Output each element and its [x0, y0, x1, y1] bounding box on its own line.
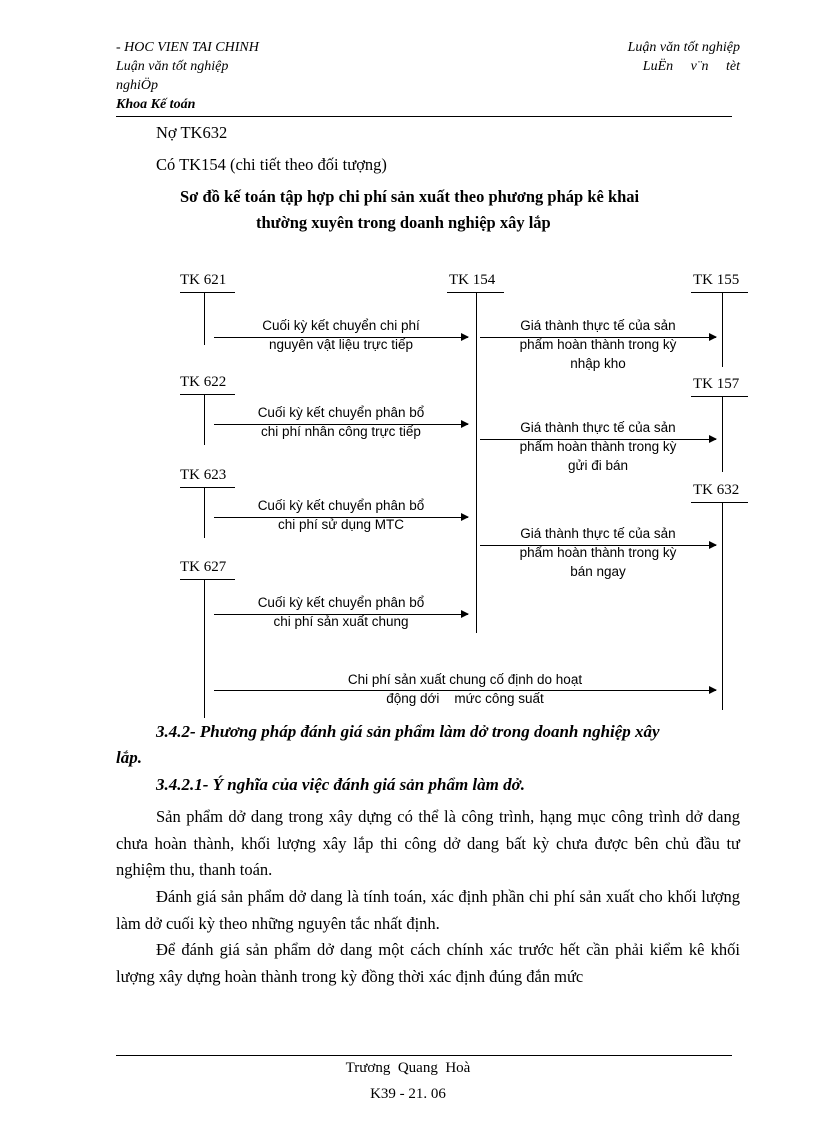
flow-fixed-line1: Chi phí sản xuất chung cố định do hoạt [347, 672, 583, 687]
flow-label-627 [214, 593, 468, 631]
flow-label-fixed-overhead [214, 670, 716, 708]
diagram-title-line1: Sơ đồ kế toán tập hợp chi phí sản xuất theo phương pháp kê khai [180, 187, 640, 206]
account-tk623-rule [180, 487, 235, 488]
footer-class-code: K39 - 21. 06 [370, 1086, 446, 1102]
flow-155-line1: Giá thành thực tế của sản [520, 318, 676, 333]
section-heading-3-4-2: 3.4.2- Phương pháp đánh giá sản phẩm làm dở trong doanh nghiệp xây [156, 722, 660, 741]
account-tk632-rule [691, 502, 748, 503]
footer-author: Trương Quang Hoà [345, 1060, 471, 1076]
header-thesis-left: Luận văn tốt nghiệp [116, 59, 229, 74]
tk157-vertical-line [722, 397, 723, 472]
header-thesis-right: Luận văn tốt nghiệp [627, 40, 740, 55]
header-garbled-right: LuËn v¨n tèt [642, 59, 740, 74]
paragraph-2: Đánh giá sản phẩm dở dang là tính toán, xác định phần chi phí sản xuất cho khối lượng làm dở cuối kỳ theo những nguyên tắc nhất định. [116, 887, 740, 933]
account-tk622: TK 622 [180, 374, 227, 390]
flow-627-line1: Cuối kỳ kết chuyển phân bổ [257, 595, 425, 610]
section-heading-3-4-2-cont: lắp. [116, 748, 142, 767]
tk622-vertical-line [204, 395, 205, 445]
debit-entry: Nợ TK632 [156, 123, 228, 142]
tk627-vertical-line [204, 580, 205, 718]
tk632-vertical-line [722, 503, 723, 710]
account-tk155-rule [691, 292, 748, 293]
flow-157-line3: gửi đi bán [567, 458, 629, 473]
account-tk157-rule [691, 396, 748, 397]
flow-157-line1: Giá thành thực tế của sản [520, 420, 676, 435]
flow-621-line1: Cuối kỳ kết chuyển chi phí [262, 318, 420, 333]
flow-632-line3: bán ngay [570, 564, 626, 579]
paragraph-1: Sản phẩm dở dang trong xây dựng có thể là công trình, hạng mục công trình dở dang chưa hoàn thành, khối lượng xây lắp thi công dở dang bất kỳ chưa được bên chủ đầu tư nghiệm thu, thanh toán. [116, 807, 740, 879]
account-tk623: TK 623 [180, 467, 227, 483]
flow-622-line2: chi phí nhân công trực tiếp [261, 424, 421, 439]
paragraph-3: Để đánh giá sản phẩm dở dang một cách chính xác trước hết cần phải kiểm kê khối lượng xây dựng hoàn thành trong kỳ đồng thời xác định đúng đắn mức [116, 940, 740, 986]
diagram-title-line2: thường xuyên trong doanh nghiệp xây lắp [256, 213, 551, 232]
tk155-vertical-line [722, 293, 723, 367]
flow-155-line3: nhập kho [570, 356, 626, 371]
credit-entry: Có TK154 (chi tiết theo đối tượng) [156, 155, 387, 174]
account-tk627: TK 627 [180, 559, 227, 575]
flow-label-621 [214, 316, 468, 354]
flow-632-line1: Giá thành thực tế của sản [520, 526, 676, 541]
flow-label-623 [214, 496, 468, 534]
tk623-vertical-line [204, 488, 205, 538]
header-rule [116, 116, 732, 117]
header-garbled-left: nghiÖp [116, 78, 158, 93]
account-tk621: TK 621 [180, 272, 227, 288]
account-tk157: TK 157 [693, 376, 740, 392]
footer-rule [116, 1055, 732, 1056]
account-tk627-rule [180, 579, 235, 580]
account-tk621-rule [180, 292, 235, 293]
flow-label-157 [480, 418, 716, 475]
flow-label-632 [480, 524, 716, 581]
account-tk155: TK 155 [693, 272, 740, 288]
flow-155-line2: phẩm hoàn thành trong kỳ [519, 337, 677, 352]
flow-157-line2: phẩm hoàn thành trong kỳ [519, 439, 677, 454]
flow-label-622 [214, 403, 468, 441]
flow-623-line1: Cuối kỳ kết chuyển phân bổ [257, 498, 425, 513]
header-school: - HOC VIEN TAI CHINH [116, 40, 259, 55]
account-tk632: TK 632 [693, 482, 740, 498]
tk154-vertical-line [476, 293, 477, 633]
flow-627-line2: chi phí sản xuất chung [273, 614, 409, 629]
account-tk154: TK 154 [449, 272, 496, 288]
section-heading-3-4-2-1: 3.4.2.1- Ý nghĩa của việc đánh giá sản phẩm làm dở. [156, 775, 525, 794]
flow-label-155 [480, 316, 716, 373]
flow-621-line2: nguyên vật liệu trực tiếp [268, 337, 414, 352]
flow-632-line2: phẩm hoàn thành trong kỳ [519, 545, 677, 560]
flow-622-line1: Cuối kỳ kết chuyển phân bổ [257, 405, 425, 420]
account-tk622-rule [180, 394, 235, 395]
header-department: Khoa Kế toán [116, 97, 196, 112]
flow-623-line2: chi phí sử dụng MTC [277, 517, 405, 532]
flow-fixed-line2: động dới mức công suất [386, 691, 544, 706]
tk621-vertical-line [204, 293, 205, 345]
